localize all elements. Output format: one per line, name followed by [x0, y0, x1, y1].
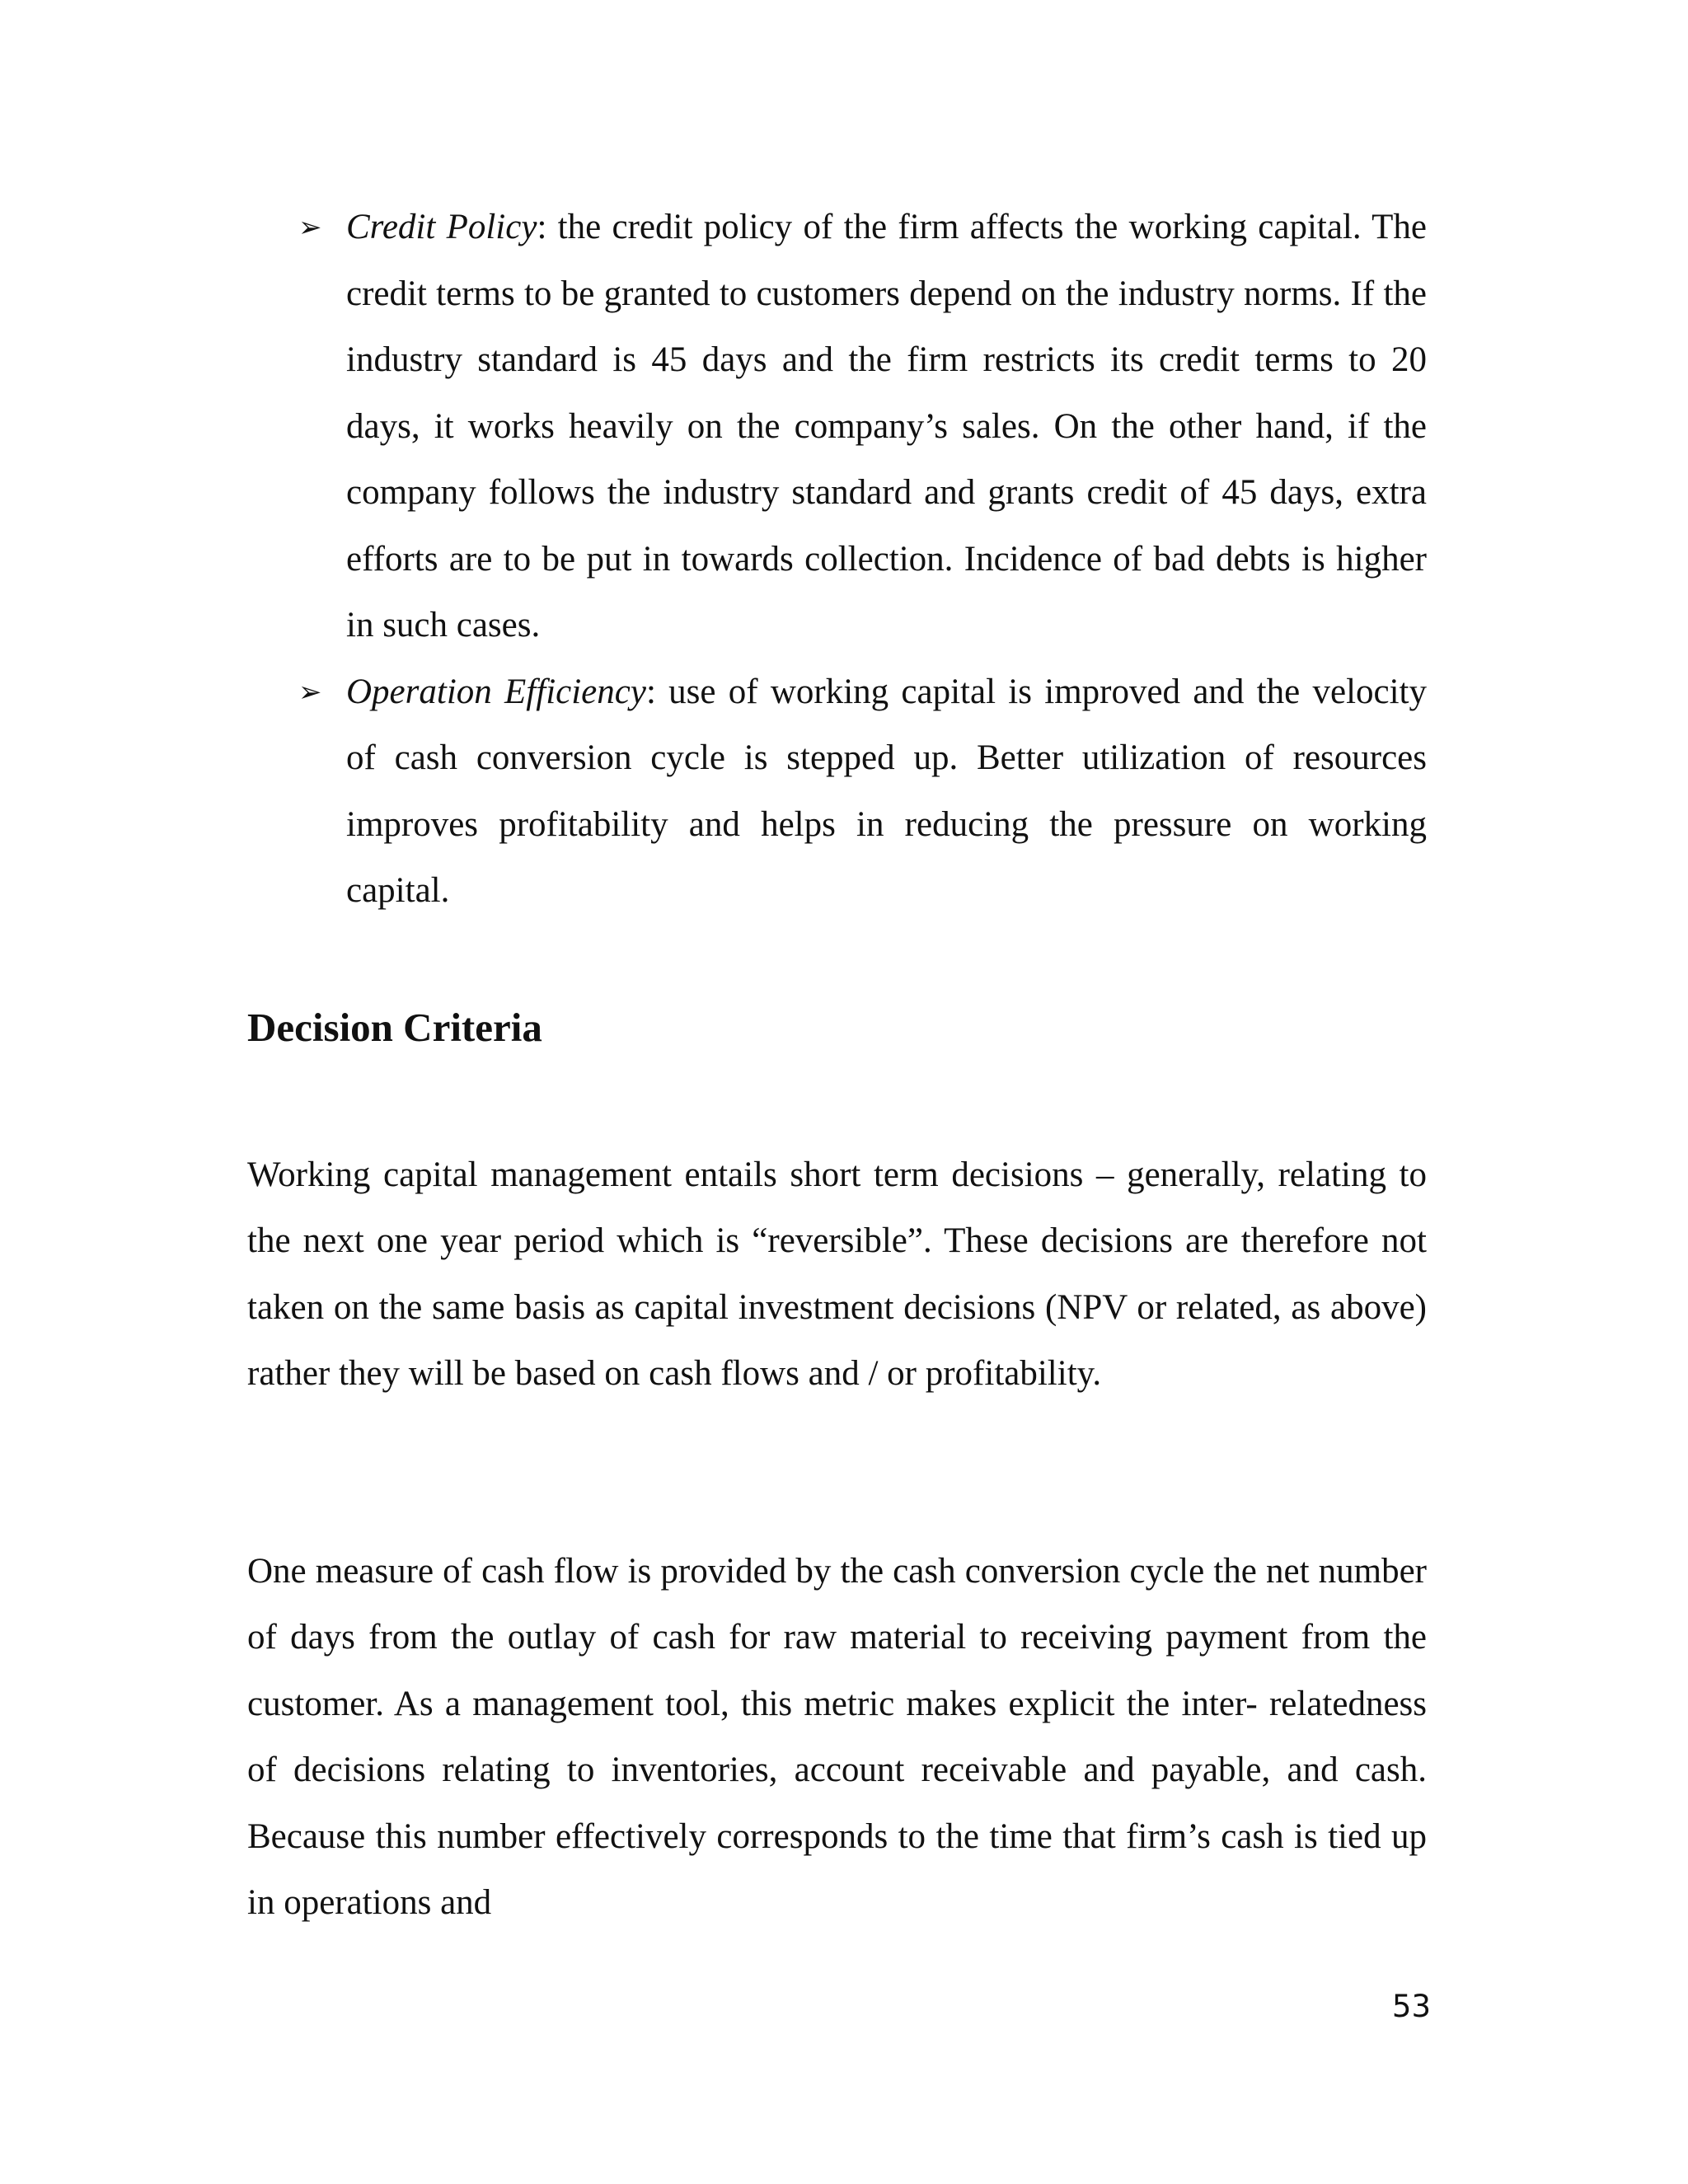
paragraph-working-capital-decisions: Working capital management entails short term decisions – generally, relating to the next one year period which is “reversible”. These decisions are therefore not taken on the same basis as capital investment decisions (NPV or related, as above) rather they will be based on cash flows and / or profitability.	[247, 1155, 1427, 1394]
arrowhead-bullet-icon: ➢	[298, 211, 322, 244]
bullet-term: Credit Policy	[346, 208, 537, 246]
bullet-text: : the credit policy of the firm affects the working capital. The credit terms to be granted to customers depend on the industry norms. If the industry standard is 45 days and the firm restricts its credit terms to 20 days, it works heavily on the company’s sales. On the other hand, if the company follows the industry standard and grants credit of 45 days, extra efforts are to be put in towards collection. Incidence of bad debts is higher in such cases.	[346, 208, 1427, 644]
page-number: 53	[1391, 1989, 1431, 2024]
arrowhead-bullet-icon: ➢	[298, 675, 322, 709]
bullet-operation-efficiency	[295, 659, 1427, 925]
bullet-text: : use of working capital is improved and the velocity of cash conversion cycle is stepped up. Better utilization of resources improves profitability and helps in reducing the pressure on working capital.	[346, 672, 1427, 910]
bullet-list	[295, 194, 1427, 925]
paragraph-cash-conversion-cycle: One measure of cash flow is provided by the cash conversion cycle the net number of days from the outlay of cash for raw material to receiving payment from the customer. As a management tool, this metric makes explicit the inter- relatedness of decisions relating to inventories, account receivable and payable, and cash. Because this number effectively corresponds to the time that firm’s cash is tied up in operations and	[247, 1552, 1427, 1923]
bullet-term: Operation Efficiency	[346, 672, 646, 711]
bullet-credit-policy	[295, 194, 1427, 659]
section-heading: Decision Criteria	[247, 1005, 542, 1050]
